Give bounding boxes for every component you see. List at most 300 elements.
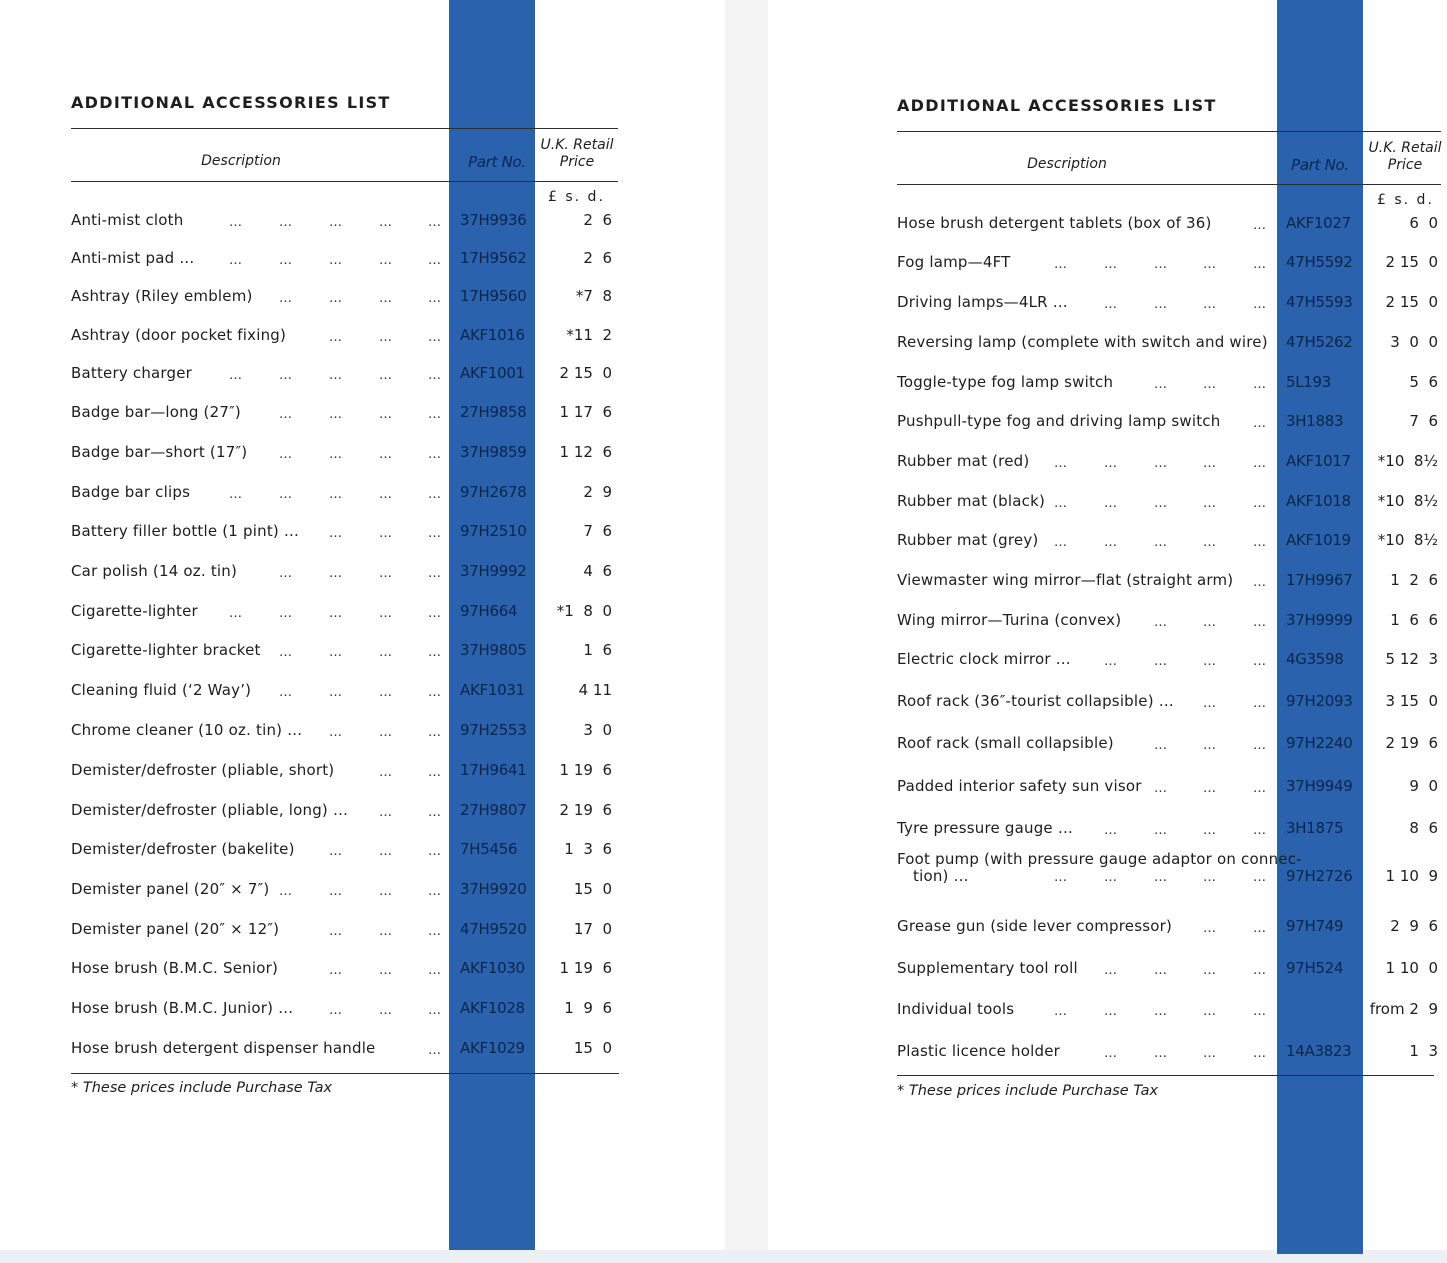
item-description: Badge bar—long (27″) [71,403,241,421]
item-description: Hose brush (B.M.C. Junior) … [71,999,294,1017]
leader-dots: … [1253,823,1266,838]
item-description: Ashtray (Riley emblem) [71,287,253,305]
leader-dots: … [428,1043,441,1058]
item-description: Toggle-type fog lamp switch [897,373,1114,391]
leader-dots: … [329,884,342,899]
right-footnote: * These prices include Purchase Tax [897,1083,1159,1099]
leader-dots: … [329,566,342,581]
leader-dots: … [428,805,441,820]
page-gutter [725,0,768,1263]
leader-dots: … [1054,257,1067,272]
item-part-number: 3H1875 [1286,819,1344,837]
item-price: 1 10 0 [1385,959,1438,977]
table-row [897,692,1438,718]
item-price: 1 9 6 [564,999,612,1017]
item-part-number: AKF1030 [460,959,525,977]
table-row [71,443,612,469]
item-price: *1 8 0 [556,602,612,620]
leader-dots: … [428,566,441,581]
item-price: 2 19 6 [559,801,612,819]
item-part-number: 37H9936 [460,211,527,229]
item-description: Electric clock mirror … [897,650,1071,668]
item-price: 1 12 6 [559,443,612,461]
leader-dots: … [1203,496,1216,511]
leader-dots: … [229,487,242,502]
leader-dots: … [1154,1046,1167,1061]
leader-dots: … [1104,823,1117,838]
table-row [897,777,1438,803]
item-part-number: 5L193 [1286,373,1332,391]
left-part-no-header: Part No. [468,153,526,171]
item-part-number: 97H2726 [1286,867,1353,885]
item-part-number: 3H1883 [1286,412,1344,430]
item-price: 2 19 6 [1385,734,1438,752]
leader-dots: … [279,291,292,306]
item-price: 17 0 [573,920,612,938]
leader-dots: … [1104,963,1117,978]
table-row [71,801,612,827]
item-price: 4 11 [578,681,612,699]
leader-dots: … [329,844,342,859]
item-description: Badge bar—short (17″) [71,443,248,461]
leader-dots: … [379,253,392,268]
leader-dots: … [1253,535,1266,550]
item-description: Badge bar clips [71,483,191,501]
table-row [897,492,1438,518]
item-description: Demister panel (20″ × 12″) [71,920,280,938]
leader-dots: … [379,645,392,660]
item-part-number: 47H5262 [1286,333,1353,351]
leader-dots: … [329,645,342,660]
leader-dots: … [1054,870,1067,885]
item-part-number: 7H5456 [460,840,518,858]
leader-dots: … [1253,377,1266,392]
item-description: Hose brush (B.M.C. Senior) [71,959,279,977]
leader-dots: … [1154,297,1167,312]
leader-dots: … [1154,1004,1167,1019]
item-price: 1 19 6 [559,959,612,977]
item-price: 1 3 6 [564,840,612,858]
item-part-number: 17H9562 [460,249,527,267]
table-row [71,999,612,1025]
leader-dots: … [428,725,441,740]
item-part-number: AKF1029 [460,1039,525,1057]
leader-dots: … [1203,535,1216,550]
item-price: 2 9 [583,483,612,501]
leader-dots: … [379,291,392,306]
item-description-continuation: tion) … [913,867,969,885]
leader-dots: … [1253,218,1266,233]
item-price: 4 6 [583,562,612,580]
leader-dots: … [1104,257,1117,272]
item-price: 1 6 [583,641,612,659]
leader-dots: … [1154,870,1167,885]
table-row [71,880,612,906]
item-description: Rubber mat (red) [897,452,1030,470]
leader-dots: … [1253,738,1266,753]
item-price: *10 8½ [1377,531,1438,549]
item-price: 1 19 6 [559,761,612,779]
leader-dots: … [379,963,392,978]
table-row [71,721,612,747]
leader-dots: … [428,215,441,230]
leader-dots: … [1203,1004,1216,1019]
leader-dots: … [279,447,292,462]
leader-dots: … [428,368,441,383]
item-description: Hose brush detergent tablets (box of 36) [897,214,1212,232]
item-price: 2 6 [583,249,612,267]
leader-dots: … [1154,654,1167,669]
leader-dots: … [428,487,441,502]
table-row [897,734,1438,760]
leader-dots: … [229,253,242,268]
leader-dots: … [379,566,392,581]
leader-dots: … [1054,456,1067,471]
item-part-number: 47H5592 [1286,253,1353,271]
item-price: 2 6 [583,211,612,229]
table-row [71,602,612,628]
left-price-header-line1: U.K. Retail [540,137,614,153]
paper-bottom-edge [0,1250,1447,1263]
item-part-number: AKF1001 [460,364,525,382]
item-price: 1 10 9 [1385,867,1438,885]
item-description: Roof rack (36″-tourist collapsible) … [897,692,1174,710]
item-part-number: 97H524 [1286,959,1344,977]
leader-dots: … [428,447,441,462]
table-row [897,1000,1438,1026]
leader-dots: … [1154,615,1167,630]
table-row [897,452,1438,478]
item-part-number: 97H749 [1286,917,1344,935]
leader-dots: … [1203,297,1216,312]
item-part-number: 37H9992 [460,562,527,580]
item-description: Rubber mat (black) [897,492,1046,510]
item-part-number: 37H9999 [1286,611,1353,629]
leader-dots: … [329,526,342,541]
item-description: Demister/defroster (bakelite) [71,840,295,858]
left-footer-rule [71,1073,619,1074]
item-description: Cleaning fluid (‘2 Way’) [71,681,252,699]
item-description: Viewmaster wing mirror—flat (straight arm) [897,571,1234,589]
leader-dots: … [1253,1004,1266,1019]
leader-dots: … [428,526,441,541]
item-price: 9 0 [1409,777,1438,795]
leader-dots: … [428,765,441,780]
leader-dots: … [379,606,392,621]
item-description: Battery charger [71,364,193,382]
leader-dots: … [1054,1004,1067,1019]
leader-dots: … [1104,870,1117,885]
table-row [897,850,1438,886]
item-part-number: 97H664 [460,602,518,620]
item-description: Tyre pressure gauge … [897,819,1074,837]
item-description: Fog lamp—4FT [897,253,1011,271]
leader-dots: … [229,215,242,230]
leader-dots: … [279,215,292,230]
leader-dots: … [1253,416,1266,431]
item-description: Grease gun (side lever compressor) [897,917,1173,935]
item-part-number: 97H2678 [460,483,527,501]
item-description: Anti-mist pad … [71,249,195,267]
leader-dots: … [1104,496,1117,511]
item-part-number: AKF1016 [460,326,525,344]
item-price: 1 17 6 [559,403,612,421]
item-part-number: 27H9858 [460,403,527,421]
leader-dots: … [379,725,392,740]
item-part-number: AKF1018 [1286,492,1351,510]
item-price: 6 0 [1409,214,1438,232]
leader-dots: … [1253,963,1266,978]
leader-dots: … [379,215,392,230]
leader-dots: … [329,330,342,345]
leader-dots: … [379,884,392,899]
leader-dots: … [229,368,242,383]
leader-dots: … [1253,615,1266,630]
leader-dots: … [428,844,441,859]
leader-dots: … [1154,496,1167,511]
leader-dots: … [379,765,392,780]
leader-dots: … [379,330,392,345]
leader-dots: … [1203,696,1216,711]
item-description: Chrome cleaner (10 oz. tin) … [71,721,303,739]
item-price: *11 2 [566,326,612,344]
leader-dots: … [428,253,441,268]
leader-dots: … [1253,1046,1266,1061]
leader-dots: … [1154,377,1167,392]
item-description: Wing mirror—Turina (convex) [897,611,1122,629]
leader-dots: … [1203,615,1216,630]
item-part-number: 97H2093 [1286,692,1353,710]
leader-dots: … [1104,1004,1117,1019]
item-price: from 2 9 [1369,1000,1438,1018]
table-row [897,373,1438,399]
leader-dots: … [1253,456,1266,471]
item-description: Hose brush detergent dispenser handle [71,1039,376,1057]
leader-dots: … [1253,654,1266,669]
item-part-number: 47H5593 [1286,293,1353,311]
table-row [897,333,1438,359]
leader-dots: … [329,291,342,306]
item-description: Demister/defroster (pliable, long) … [71,801,349,819]
leader-dots: … [279,487,292,502]
table-row [71,287,612,313]
leader-dots: … [1154,456,1167,471]
leader-dots: … [428,291,441,306]
leader-dots: … [428,1003,441,1018]
leader-dots: … [1203,456,1216,471]
leader-dots: … [1253,921,1266,936]
item-part-number: 37H9805 [460,641,527,659]
item-part-number: AKF1028 [460,999,525,1017]
item-description: Cigarette-lighter bracket [71,641,261,659]
leader-dots: … [379,805,392,820]
leader-dots: … [1203,921,1216,936]
item-part-number: 17H9641 [460,761,527,779]
left-footnote: * These prices include Purchase Tax [71,1080,333,1096]
item-description: Plastic licence holder [897,1042,1061,1060]
table-row [897,917,1438,943]
leader-dots: … [1203,738,1216,753]
leader-dots: … [428,884,441,899]
leader-dots: … [1203,257,1216,272]
leader-dots: … [1104,535,1117,550]
right-footer-rule [897,1075,1434,1076]
table-row [71,403,612,429]
leader-dots: … [1253,870,1266,885]
table-row [897,214,1438,240]
item-part-number: 37H9920 [460,880,527,898]
item-part-number: 97H2240 [1286,734,1353,752]
table-row [897,611,1438,637]
leader-dots: … [428,645,441,660]
item-description: Demister/defroster (pliable, short) [71,761,335,779]
leader-dots: … [1253,575,1266,590]
leader-dots: … [1253,781,1266,796]
leader-dots: … [329,368,342,383]
table-row [897,293,1438,319]
table-row [71,522,612,548]
left-currency-units: £ s. d. [548,189,605,205]
leader-dots: … [329,606,342,621]
item-description: Pushpull-type fog and driving lamp switch [897,412,1221,430]
leader-dots: … [329,447,342,462]
item-price: 15 0 [573,1039,612,1057]
table-row [71,681,612,707]
leader-dots: … [1203,963,1216,978]
item-part-number: AKF1031 [460,681,525,699]
leader-dots: … [1054,496,1067,511]
leader-dots: … [279,685,292,700]
leader-dots: … [279,566,292,581]
item-price: 7 6 [583,522,612,540]
leader-dots: … [329,487,342,502]
item-price: 3 0 [583,721,612,739]
item-part-number: 37H9949 [1286,777,1353,795]
leader-dots: … [428,606,441,621]
leader-dots: … [329,924,342,939]
item-price: 3 15 0 [1385,692,1438,710]
leader-dots: … [1154,257,1167,272]
leader-dots: … [1253,257,1266,272]
item-part-number: AKF1017 [1286,452,1351,470]
table-row [71,483,612,509]
table-row [71,959,612,985]
leader-dots: … [379,526,392,541]
leader-dots: … [1253,496,1266,511]
leader-dots: … [279,407,292,422]
item-description: Demister panel (20″ × 7″) [71,880,270,898]
item-part-number: 37H9859 [460,443,527,461]
leader-dots: … [279,606,292,621]
leader-dots: … [1203,654,1216,669]
item-description: Roof rack (small collapsible) [897,734,1114,752]
table-row [897,571,1438,597]
leader-dots: … [1154,781,1167,796]
table-row [71,920,612,946]
leader-dots: … [379,368,392,383]
item-description: Battery filler bottle (1 pint) … [71,522,300,540]
table-row [71,641,612,667]
leader-dots: … [1203,823,1216,838]
leader-dots: … [428,685,441,700]
right-price-header-line2: Price [1387,157,1423,173]
leader-dots: … [279,253,292,268]
right-price-header-line1: U.K. Retail [1368,140,1442,156]
item-price: 2 15 0 [1385,253,1438,271]
item-part-number: 4G3598 [1286,650,1344,668]
table-row [71,364,612,390]
item-description: Anti-mist cloth [71,211,184,229]
item-price: 7 6 [1409,412,1438,430]
item-part-number: 47H9520 [460,920,527,938]
right-header-bottom-rule [897,184,1441,185]
leader-dots: … [279,645,292,660]
leader-dots: … [279,884,292,899]
item-price: 1 2 6 [1390,571,1438,589]
leader-dots: … [1203,781,1216,796]
leader-dots: … [1104,297,1117,312]
item-description: Individual tools [897,1000,1015,1018]
leader-dots: … [1104,654,1117,669]
left-header-bottom-rule [71,181,618,182]
leader-dots: … [1203,377,1216,392]
right-part-no-header: Part No. [1291,156,1349,174]
table-row [71,562,612,588]
item-price: 15 0 [573,880,612,898]
table-row [897,531,1438,557]
item-price: 5 12 3 [1385,650,1438,668]
left-header-top-rule [71,128,618,129]
left-price-header-line2: Price [559,154,595,170]
leader-dots: … [329,407,342,422]
leader-dots: … [329,215,342,230]
item-description: Rubber mat (grey) [897,531,1039,549]
item-price: 8 6 [1409,819,1438,837]
item-description: Driving lamps—4LR … [897,293,1068,311]
leader-dots: … [379,844,392,859]
item-price: 2 15 0 [1385,293,1438,311]
item-part-number: 14A3823 [1286,1042,1352,1060]
item-price: *7 8 [575,287,612,305]
table-row [71,761,612,787]
table-row [71,326,612,352]
leader-dots: … [1203,870,1216,885]
table-row [897,412,1438,438]
item-price: 2 15 0 [559,364,612,382]
item-description: Reversing lamp (complete with switch and wire) [897,333,1268,351]
right-header-top-rule [897,131,1441,132]
leader-dots: … [1253,297,1266,312]
item-part-number: 97H2510 [460,522,527,540]
leader-dots: … [329,685,342,700]
item-price: *10 8½ [1377,452,1438,470]
leader-dots: … [1054,535,1067,550]
item-price: 1 6 6 [1390,611,1438,629]
item-description: Padded interior safety sun visor [897,777,1142,795]
left-page-title: ADDITIONAL ACCESSORIES LIST [71,93,391,112]
item-price: *10 8½ [1377,492,1438,510]
leader-dots: … [1154,823,1167,838]
leader-dots: … [428,963,441,978]
right-page-title: ADDITIONAL ACCESSORIES LIST [897,96,1217,115]
left-description-header: Description [201,153,281,169]
item-price: 2 9 6 [1390,917,1438,935]
leader-dots: … [329,725,342,740]
leader-dots: … [279,368,292,383]
leader-dots: … [329,1003,342,1018]
leader-dots: … [1104,1046,1117,1061]
leader-dots: … [1253,696,1266,711]
